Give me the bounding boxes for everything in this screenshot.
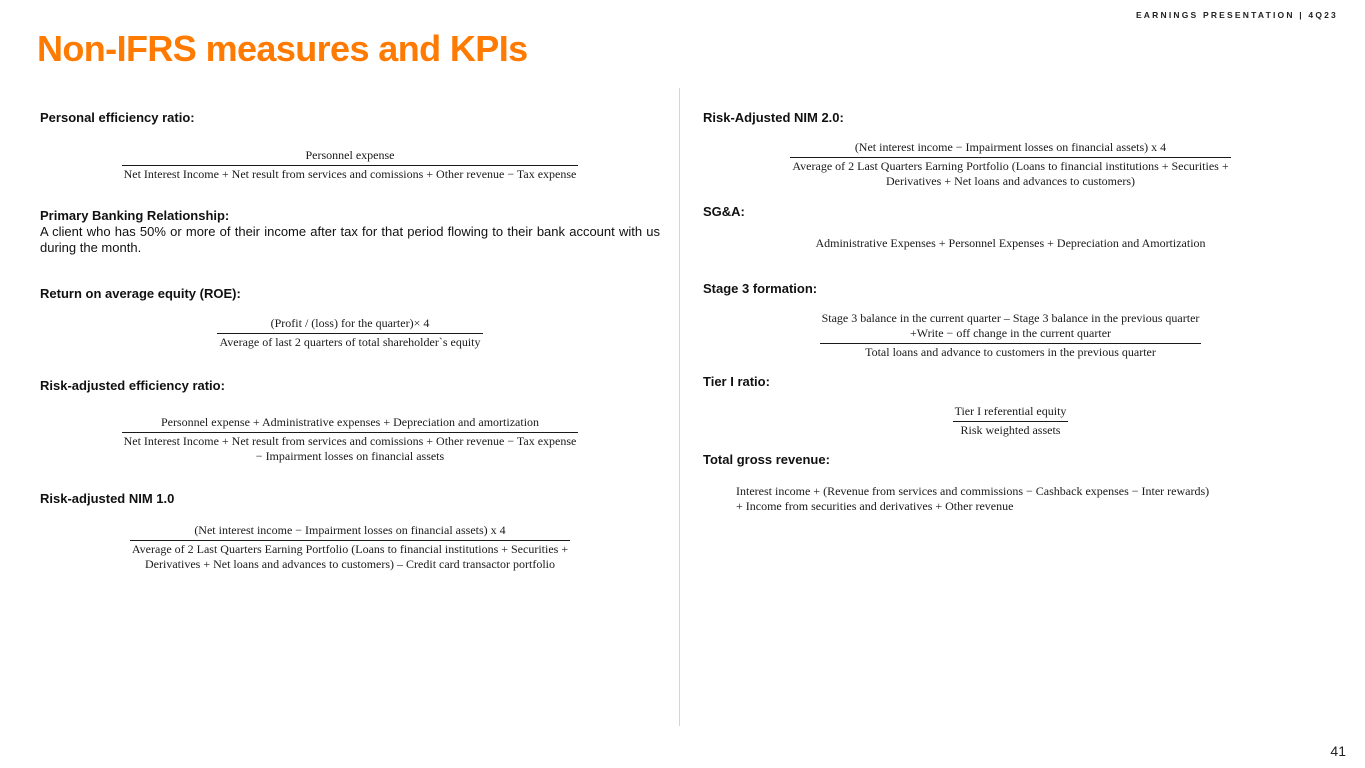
tier-1-formula bbox=[703, 404, 1318, 438]
formula-line-2: + Income from securities and derivatives + Other revenue bbox=[736, 499, 1014, 513]
denominator bbox=[130, 540, 570, 572]
denominator bbox=[122, 432, 579, 464]
section-sga bbox=[703, 204, 1318, 251]
gross-revenue-formula bbox=[703, 484, 1318, 514]
numerator bbox=[820, 311, 1202, 343]
column-divider bbox=[679, 88, 680, 726]
denominator: Total loans and advance to customers in the previous quarter bbox=[820, 343, 1202, 360]
section-title: SG&A: bbox=[703, 204, 745, 219]
roe-formula bbox=[40, 316, 660, 350]
denominator-line-1: Net Interest Income + Net result from services and comissions + Other revenue − Tax expense bbox=[123, 434, 577, 448]
risk-adjusted-efficiency-formula bbox=[40, 415, 660, 464]
numerator-line-1: Stage 3 balance in the current quarter – Stage 3 balance in the previous quarter bbox=[821, 311, 1200, 325]
section-title: Risk-adjusted NIM 1.0 bbox=[40, 491, 175, 506]
section-title: Primary Banking Relationship: bbox=[40, 208, 230, 223]
section-primary-banking bbox=[40, 208, 660, 256]
fraction bbox=[953, 404, 1069, 438]
stage-3-formula bbox=[703, 311, 1318, 360]
page-title: Non-IFRS measures and KPIs bbox=[37, 28, 528, 69]
numerator: (Net interest income − Impairment losses on financial assets) x 4 bbox=[854, 140, 1167, 154]
denominator-line-2: Derivatives + Net loans and advances to customers) bbox=[885, 174, 1136, 188]
section-title: Tier I ratio: bbox=[703, 374, 770, 389]
fraction bbox=[122, 148, 579, 182]
formula-line-1: Interest income + (Revenue from services and commissions − Cashback expenses − Inter rewards) bbox=[736, 484, 1210, 498]
section-title: Total gross revenue: bbox=[703, 452, 830, 467]
fraction bbox=[217, 316, 482, 350]
denominator-line-2: Derivatives + Net loans and advances to customers) – Credit card transactor portfolio bbox=[145, 557, 555, 571]
fraction bbox=[122, 415, 579, 464]
section-personal-efficiency bbox=[40, 110, 660, 182]
denominator-line-2: − Impairment losses on financial assets bbox=[255, 449, 445, 463]
section-title: Risk-adjusted efficiency ratio: bbox=[40, 378, 225, 393]
section-description: A client who has 50% or more of their income after tax for that period flowing to their bank account with us during the month. bbox=[40, 224, 660, 255]
numerator: Personnel expense bbox=[305, 148, 395, 162]
denominator: Risk weighted assets bbox=[953, 421, 1069, 438]
denominator-line-1: Average of 2 Last Quarters Earning Portfolio (Loans to financial institutions + Securities + bbox=[131, 542, 569, 556]
denominator bbox=[790, 157, 1230, 189]
presentation-tag: EARNINGS PRESENTATION | 4Q23 bbox=[1135, 10, 1338, 20]
page-number: 41 bbox=[1330, 743, 1346, 759]
section-risk-adjusted-nim-2 bbox=[703, 110, 1318, 189]
section-title: Personal efficiency ratio: bbox=[40, 110, 195, 125]
section-title: Stage 3 formation: bbox=[703, 281, 818, 296]
risk-adjusted-nim-1-formula bbox=[40, 523, 660, 572]
section-total-gross-revenue bbox=[703, 452, 1318, 514]
fraction bbox=[790, 140, 1230, 189]
section-stage-3-formation bbox=[703, 281, 1318, 360]
numerator: (Net interest income − Impairment losses on financial assets) x 4 bbox=[194, 523, 506, 537]
sga-formula: Administrative Expenses + Personnel Expenses + Depreciation and Amortization bbox=[815, 236, 1206, 250]
section-risk-adjusted-nim-1 bbox=[40, 491, 660, 572]
denominator-line-1: Average of 2 Last Quarters Earning Portfolio (Loans to financial institutions + Securities + bbox=[792, 159, 1229, 173]
section-tier-1-ratio bbox=[703, 374, 1318, 438]
section-title: Risk-Adjusted NIM 2.0: bbox=[703, 110, 844, 125]
numerator: (Profit / (loss) for the quarter)× 4 bbox=[270, 316, 430, 330]
fraction bbox=[130, 523, 570, 572]
numerator: Personnel expense + Administrative expenses + Depreciation and amortization bbox=[160, 415, 540, 429]
numerator-line-2: +Write − off change in the current quarter bbox=[909, 326, 1112, 340]
section-risk-adjusted-efficiency bbox=[40, 378, 660, 464]
section-roe bbox=[40, 286, 660, 350]
personal-efficiency-formula bbox=[40, 148, 660, 182]
fraction bbox=[820, 311, 1202, 360]
numerator: Tier I referential equity bbox=[954, 404, 1067, 418]
denominator: Average of last 2 quarters of total shareholder`s equity bbox=[219, 335, 481, 349]
denominator: Net Interest Income + Net result from services and comissions + Other revenue − Tax expense bbox=[123, 167, 577, 181]
risk-adjusted-nim-2-formula bbox=[703, 140, 1318, 189]
section-title: Return on average equity (ROE): bbox=[40, 286, 241, 301]
